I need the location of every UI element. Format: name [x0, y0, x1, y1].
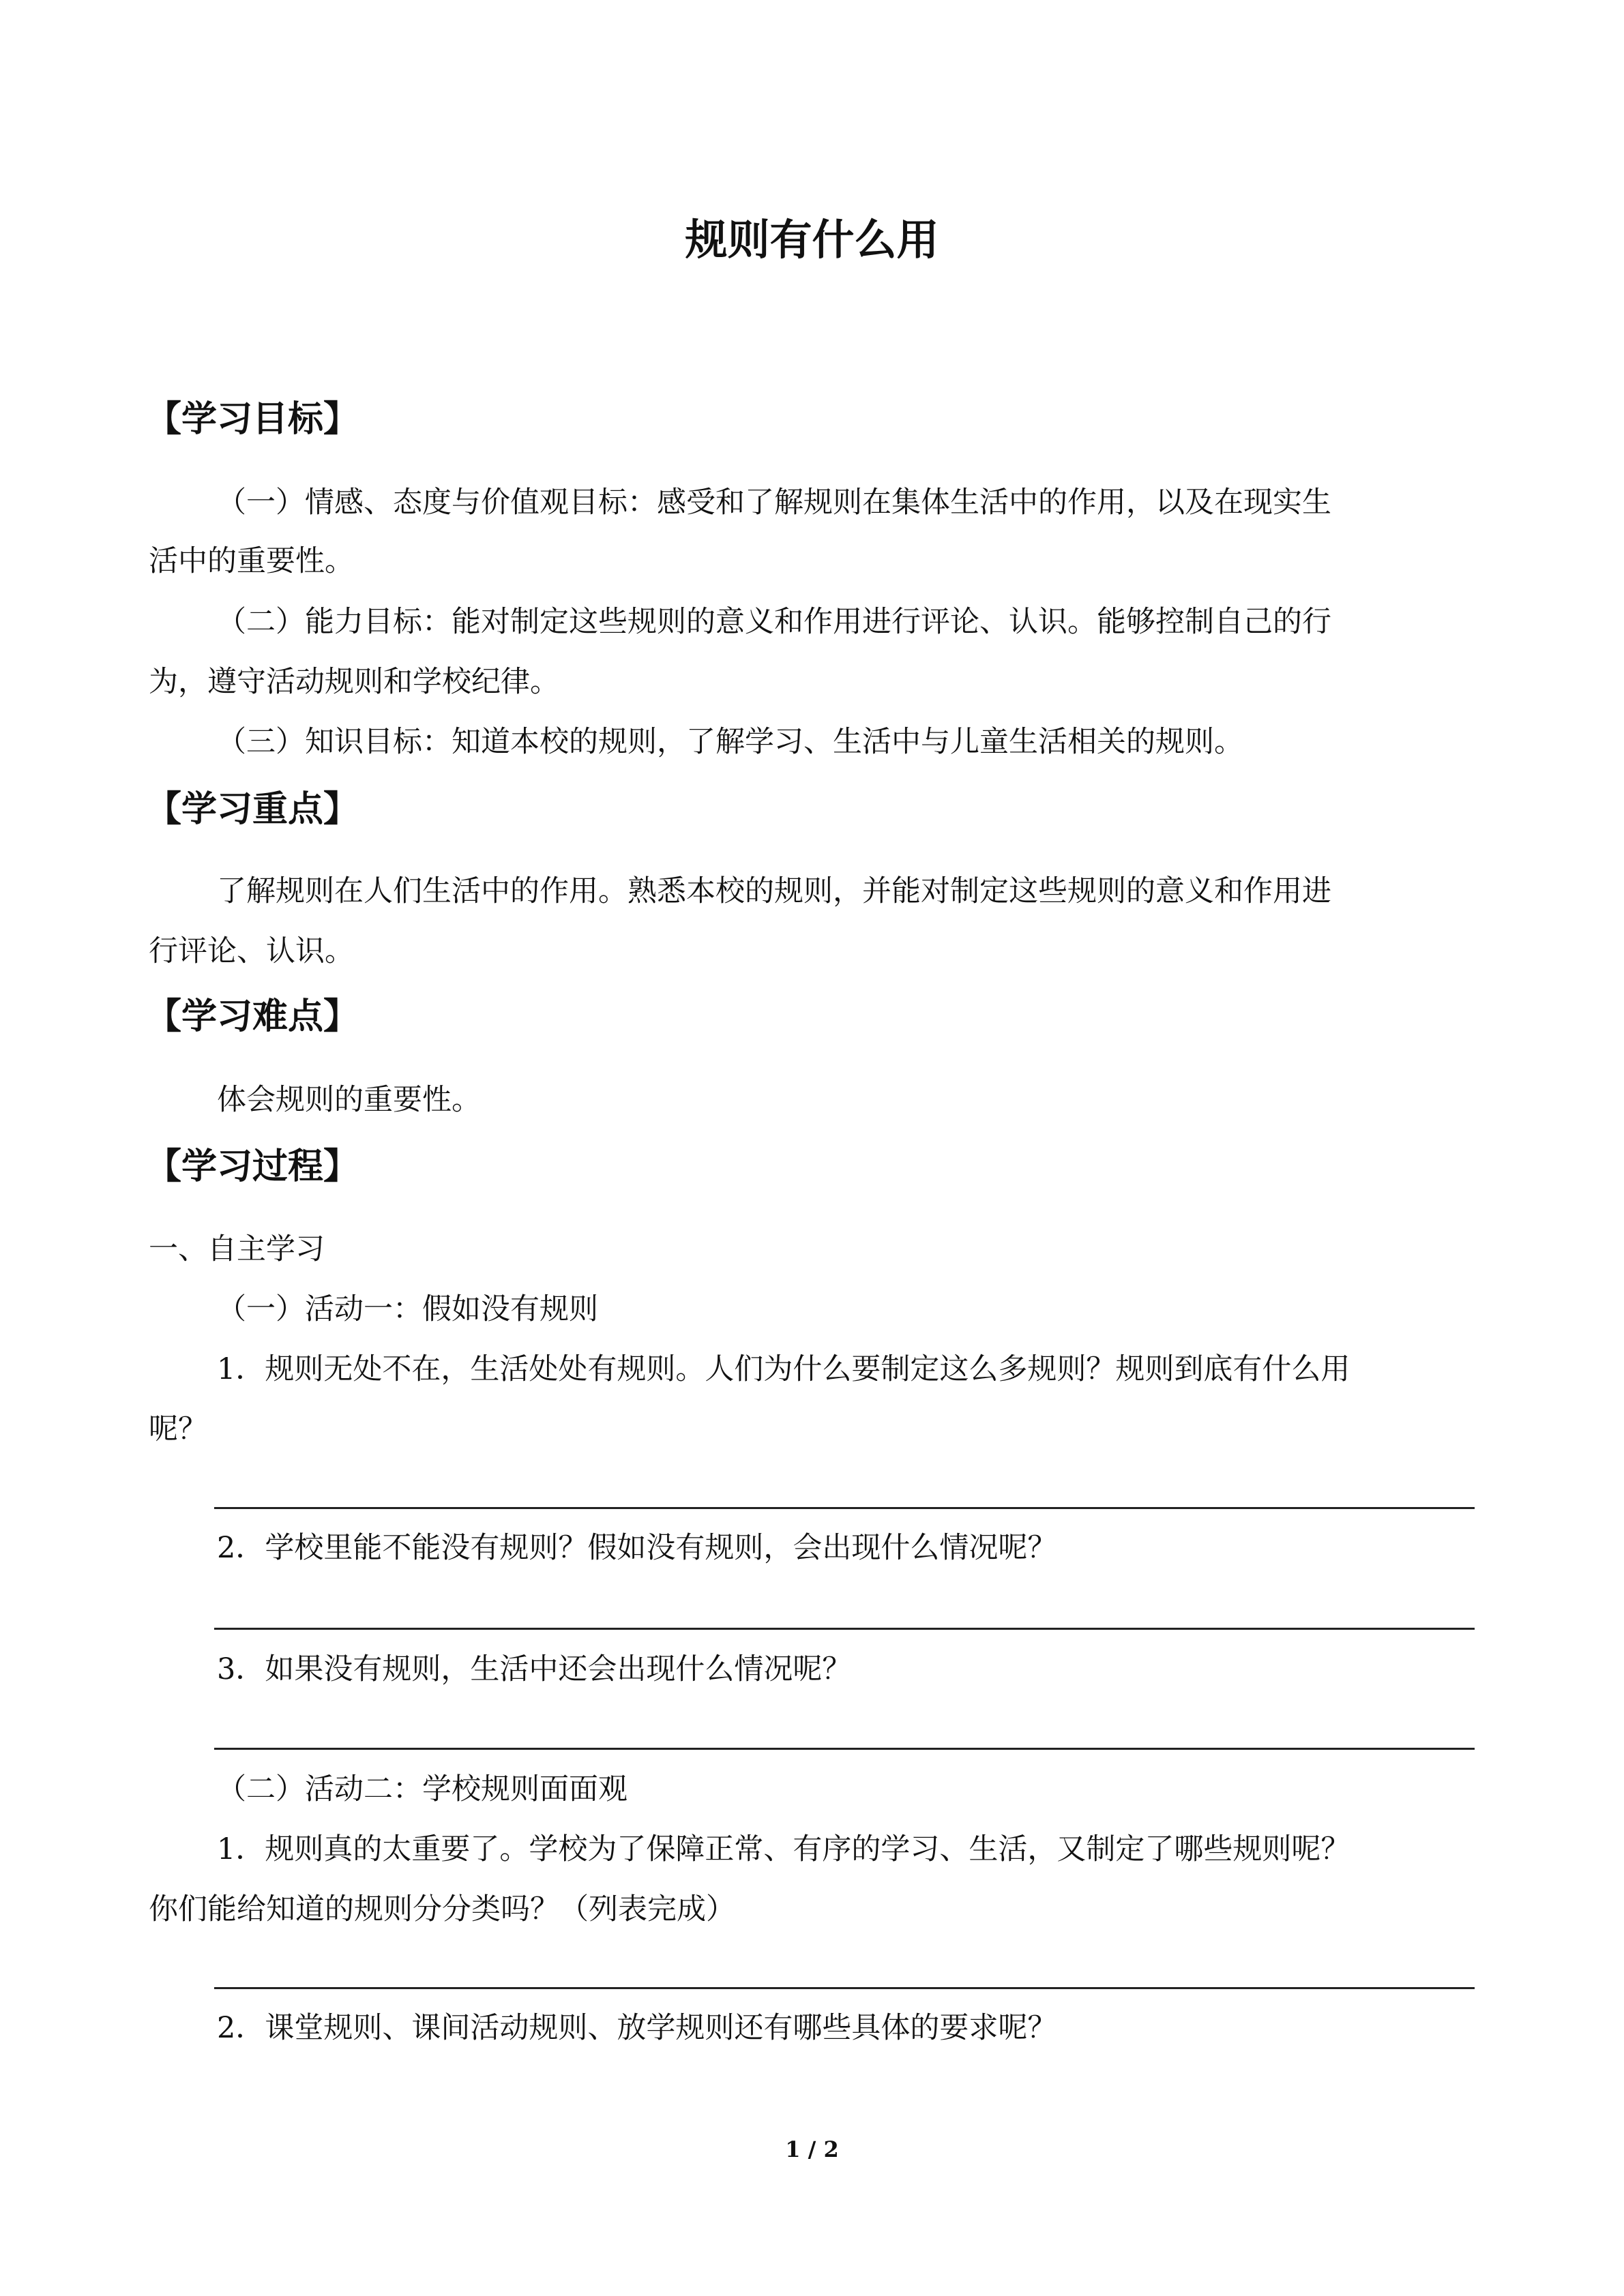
goal-1-line-1: （一）情感、态度与价值观目标：感受和了解规则在集体生活中的作用，以及在现实生 [217, 486, 1331, 520]
key-points-line-1: 了解规则在人们生活中的作用。熟悉本校的规则，并能对制定这些规则的意义和作用进 [217, 874, 1331, 908]
activity-2-question-1-line-1: 1．规则真的太重要了。学校为了保障正常、有序的学习、生活，又制定了哪些规则呢？ [217, 1832, 1350, 1866]
answer-line [214, 1987, 1475, 1989]
goal-1-line-2: 活中的重要性。 [149, 544, 354, 578]
activity-1-question-1-line-1: 1．规则无处不在，生活处处有规则。人们为什么要制定这么多规则？规则到底有什么用 [217, 1352, 1350, 1386]
activity-1-question-3: 3．如果没有规则，生活中还会出现什么情况呢？ [217, 1652, 852, 1686]
activity-1-question-2: 2．学校里能不能没有规则？假如没有规则，会出现什么情况呢？ [217, 1531, 1057, 1565]
activity-2-title: （二）活动二：学校规则面面观 [217, 1772, 628, 1806]
answer-line [214, 1507, 1475, 1509]
document-title: 规则有什么用 [685, 215, 939, 265]
activity-1-question-1-line-2: 呢？ [149, 1412, 207, 1446]
goal-3: （三）知识目标：知道本校的规则，了解学习、生活中与儿童生活相关的规则。 [217, 725, 1243, 759]
activity-2-question-1-line-2: 你们能给知道的规则分分类吗？（列表完成） [149, 1892, 735, 1926]
activity-2-question-2: 2．课堂规则、课间活动规则、放学规则还有哪些具体的要求呢？ [217, 2011, 1057, 2045]
goal-2-line-1: （二）能力目标：能对制定这些规则的意义和作用进行评论、认识。能够控制自己的行 [217, 605, 1331, 639]
heading-learning-goals: 【学习目标】 [146, 399, 359, 440]
heading-difficulties: 【学习难点】 [146, 996, 359, 1037]
part-self-study: 一、自主学习 [149, 1232, 325, 1266]
page-number: 1 / 2 [785, 2136, 839, 2162]
activity-1-title: （一）活动一：假如没有规则 [217, 1292, 598, 1326]
difficulties-text: 体会规则的重要性。 [217, 1083, 481, 1117]
answer-line [214, 1628, 1475, 1630]
heading-learning-process: 【学习过程】 [146, 1146, 359, 1187]
answer-line [214, 1748, 1475, 1750]
goal-2-line-2: 为，遵守活动规则和学校纪律。 [149, 665, 559, 699]
key-points-line-2: 行评论、认识。 [149, 934, 354, 968]
heading-key-points: 【学习重点】 [146, 789, 359, 830]
